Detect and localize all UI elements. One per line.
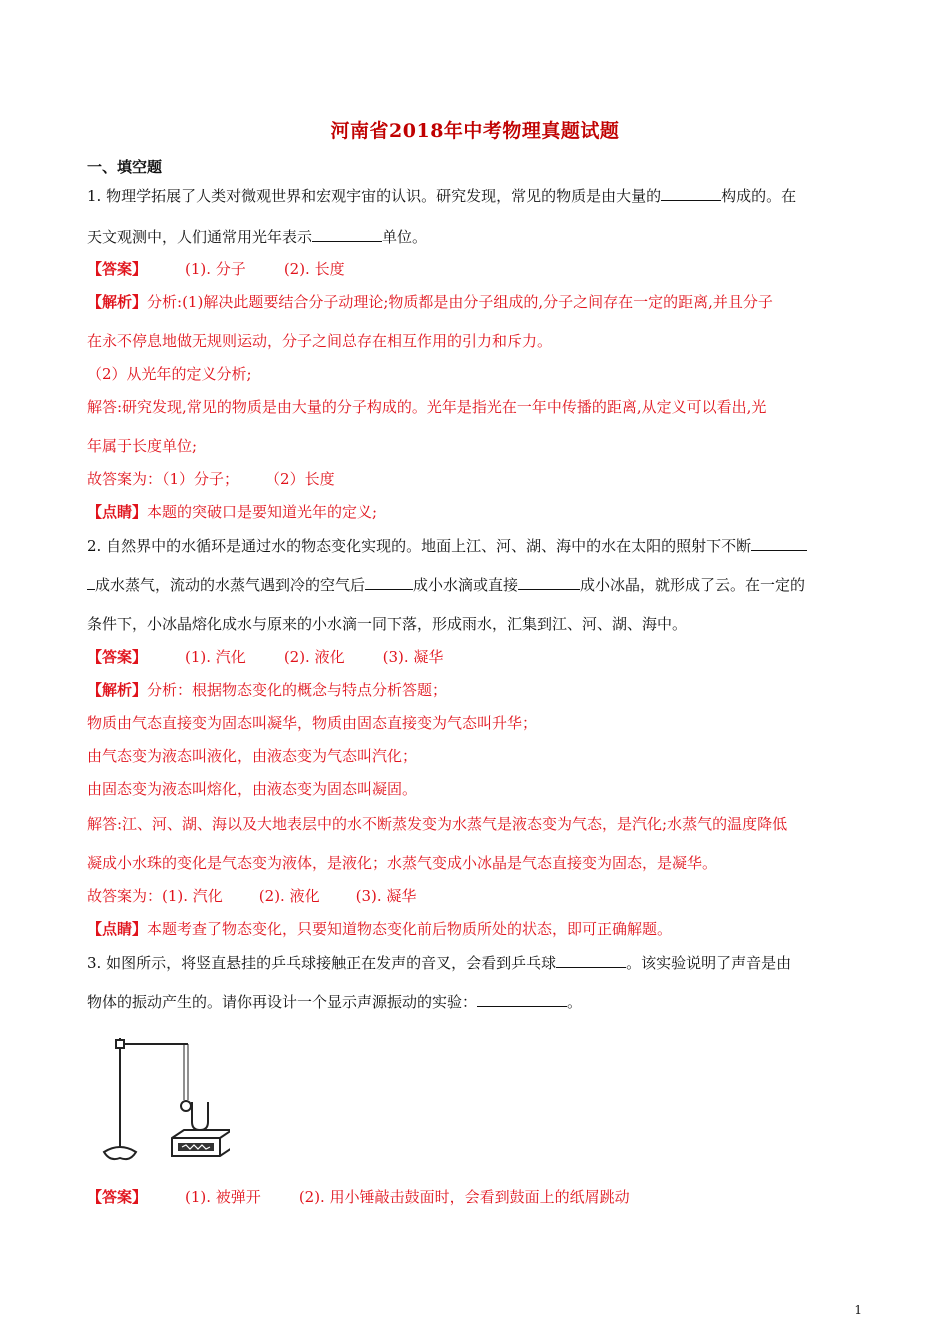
q2-note: 【点睛】本题考查了物态变化，只要知道物态变化前后物质所处的状态，即可正确解题。 bbox=[87, 920, 673, 938]
q2-analysis-1: 【解析】分析：根据物态变化的概念与特点分析答题； bbox=[87, 681, 448, 699]
q1-analysis-3: （2）从光年的定义分析; bbox=[87, 365, 252, 383]
q1-analysis-5: 年属于长度单位; bbox=[87, 437, 198, 455]
q2-analysis-5: 解答:江、河、湖、海以及大地表层中的水不断蒸发变为水蒸气是液态变为气态，是汽化;水蒸气的温度降低 bbox=[87, 815, 788, 833]
answer-blank[interactable] bbox=[751, 536, 807, 551]
answer-blank[interactable] bbox=[312, 227, 382, 242]
q1-analysis-1: 【解析】分析:(1)解决此题要结合分子动理论;物质都是由分子组成的,分子之间存在一定的距离,并且分子 bbox=[87, 293, 773, 311]
q1-analysis-2: 在永不停息地做无规则运动，分子之间总存在相互作用的引力和斥力。 bbox=[87, 332, 553, 350]
q2-analysis-4: 由固态变为液态叫熔化，由液态变为固态叫凝固。 bbox=[87, 780, 418, 798]
q2-answer: 【答案】 (1). 汽化 (2). 液化 (3). 凝华 bbox=[87, 648, 444, 666]
answer-blank[interactable] bbox=[365, 575, 413, 590]
q2-text-line-1: 2. 自然界中的水循环是通过水的物态变化实现的。地面上江、河、湖、海中的水在太阳的照射下不断 bbox=[87, 536, 869, 556]
q1-text-line-2: 天文观测中，人们通常用光年表示 单位。 bbox=[87, 228, 428, 246]
q1-note: 【点睛】本题的突破口是要知道光年的定义; bbox=[87, 503, 378, 521]
q2-text-line-3: 条件下，小冰晶熔化成水与原来的小水滴一同下落，形成雨水，汇集到江、河、湖、海中。 bbox=[87, 615, 688, 633]
q1-final-answer: 故答案为：（1）分子； （2）长度 bbox=[87, 470, 335, 488]
answer-blank[interactable] bbox=[518, 575, 580, 590]
page-title: 河南省2018年中考物理真题试题 bbox=[330, 120, 620, 142]
q2-analysis-6: 凝成小水珠的变化是气态变为液体，是液化；水蒸气变成小冰晶是气态直接变为固态，是凝华。 bbox=[87, 854, 718, 872]
q2-final-answer: 故答案为：(1). 汽化 (2). 液化 (3). 凝华 bbox=[87, 887, 417, 905]
answer-blank[interactable] bbox=[477, 992, 567, 1007]
q1-analysis-4: 解答:研究发现,常见的物质是由大量的分子构成的。光年是指光在一年中传播的距离,从定义可以看出,光 bbox=[87, 398, 767, 416]
q2-analysis-3: 由气态变为液态叫液化，由液态变为气态叫汽化； bbox=[87, 747, 418, 765]
q3-text-line-1: 3. 如图所示，将竖直悬挂的乒乓球接触正在发声的音叉，会看到乒乓球 。该实验说明了声音是由 bbox=[87, 954, 792, 972]
answer-blank[interactable] bbox=[661, 186, 721, 201]
q2-text-line-2: 成水蒸气，流动的水蒸气遇到冷的空气后 成小水滴或直接 成小冰晶，就形成了云。在一定的 bbox=[87, 575, 869, 595]
q1-answer: 【答案】 (1). 分子 (2). 长度 bbox=[87, 260, 345, 278]
page-number: 1 bbox=[854, 1303, 862, 1317]
section-heading: 一、填空题 bbox=[87, 158, 163, 176]
q1-text-line-1: 1. 物理学拓展了人类对微观世界和宏观宇宙的认识。研究发现，常见的物质是由大量的 构成的。在 bbox=[87, 187, 797, 205]
q3-text-line-2: 物体的振动产生的。请你再设计一个显示声源振动的实验： 。 bbox=[87, 993, 583, 1011]
q3-answer: 【答案】 (1). 被弹开 (2). 用小锤敲击鼓面时，会看到鼓面上的纸屑跳动 bbox=[87, 1188, 630, 1206]
answer-blank[interactable] bbox=[556, 953, 626, 968]
answer-blank[interactable] bbox=[87, 575, 95, 590]
tuning-fork-pingpong-figure bbox=[100, 1030, 230, 1170]
q2-analysis-2: 物质由气态直接变为固态叫凝华，物质由固态直接变为气态叫升华； bbox=[87, 714, 538, 732]
